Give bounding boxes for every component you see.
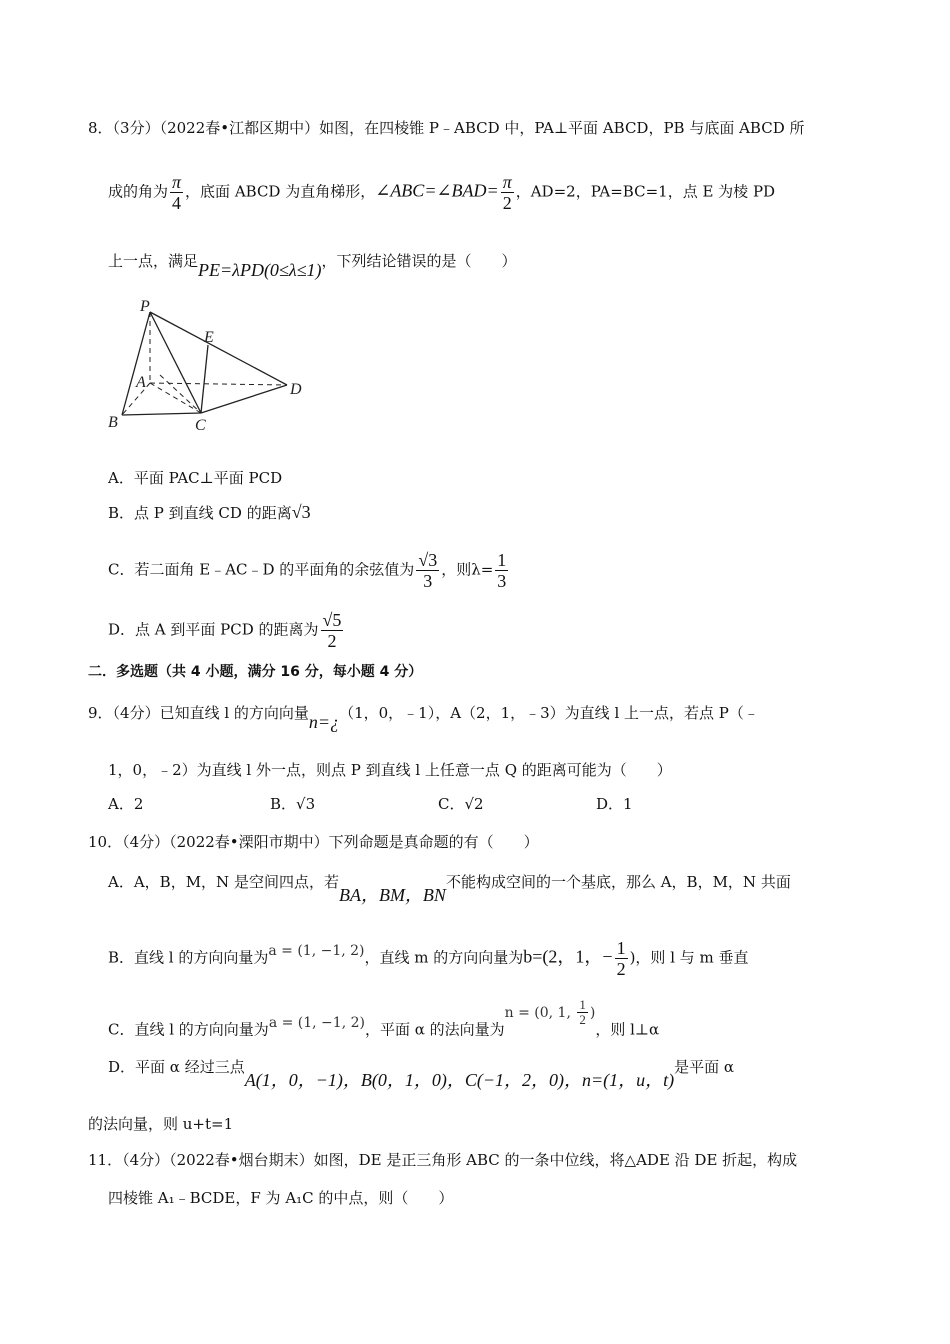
q8-option-b: B．点 P 到直线 CD 的距离√3 bbox=[108, 502, 311, 522]
q9-option-c: C．√2 bbox=[438, 795, 484, 813]
q10-option-a: A．A，B，M，N 是空间四点，若BA，BM，BN不能构成空间的一个基底，那么 A，B，M，N 共面 bbox=[108, 873, 791, 905]
q11-line1: 11．（4分）（2022春•烟台期末）如图，DE 是正三角形 ABC 的一条中位线，将△ADE 沿 DE 折起，构成 bbox=[88, 1151, 798, 1169]
label-c: C bbox=[195, 417, 206, 434]
q8-line1 bbox=[88, 118, 805, 138]
q8-source: （2022春•江都区期中） bbox=[159, 119, 320, 137]
fraction-pi-over-2: $\frac{\pi}{2}$ bbox=[502, 172, 512, 213]
q10-d-points: A(1，0，−1)，B(0，1，0)，C(−1，2，0)， bbox=[244, 1070, 582, 1090]
label-p: P bbox=[140, 298, 150, 315]
q9-line1: 9．（4分）已知直线 l 的方向向量n=¿（1，0，﹣1），A（2，1，﹣3）为直线 l 上一点，若点 P（﹣ bbox=[88, 704, 759, 732]
sqrt3: √3 bbox=[291, 502, 311, 522]
q8-option-d: D．点 A 到平面 PCD 的距离为 $\frac{√5}{2}$ bbox=[108, 610, 342, 651]
fraction-pi-over-4: $\frac{\pi}{4}$ bbox=[172, 172, 182, 213]
q8-option-a: A．平面 PAC⊥平面 PCD bbox=[108, 469, 283, 487]
q10-option-c: C．直线 l 的方向向量为a = (1, −1, 2)，平面 α 的法向量为n = (0, 1, $\frac{1}{2}$ )，则 l⊥α bbox=[108, 997, 660, 1039]
q10-option-d-line2: 的法向量，则 u+t=1 bbox=[88, 1115, 234, 1133]
q8-option-c: C．若二面角 E﹣AC﹣D 的平面角的余弦值为 $\frac{√3}{3}$ ，则λ= $\frac{1}{3}$ bbox=[108, 550, 507, 591]
q10-vectors: BA，BM，BN bbox=[338, 885, 446, 905]
q8-score: （3分） bbox=[112, 119, 160, 137]
q8-vector-formula: PE=λPD(0≤λ≤1) bbox=[198, 260, 322, 280]
edge-ce bbox=[201, 345, 208, 413]
q8-condition-text: 上一点，满足 bbox=[108, 252, 199, 270]
fraction-1-over-3: $\frac{1}{3}$ bbox=[497, 550, 507, 591]
q8-angle-text: 成的角为 bbox=[108, 182, 169, 201]
q11-line2: 四棱锥 A₁﹣BCDE，F 为 A₁C 的中点，则（ ） bbox=[108, 1189, 454, 1207]
q8-text-1: 如图，在四棱锥 P﹣ABCD 中，PA⊥平面 ABCD，PB 与底面 ABCD 所 bbox=[319, 119, 805, 137]
edge-bc bbox=[122, 413, 201, 415]
fraction-1-over-2: $\frac{1}{2}$ bbox=[616, 938, 626, 979]
q8-line3 bbox=[108, 250, 517, 280]
q8-number: 8． bbox=[88, 119, 113, 137]
label-e: E bbox=[204, 329, 214, 346]
pyramid-figure bbox=[100, 295, 320, 440]
label-d: D bbox=[290, 381, 302, 398]
q10-d-vector-n: n=(1，u，t) bbox=[581, 1070, 675, 1090]
label-b: B bbox=[108, 414, 118, 431]
q10-c-vector-n: n = (0, 1, $\frac{1}{2}$ ) bbox=[504, 997, 596, 1027]
q8-trapezoid-text: ，底面 ABCD 为直角梯形， bbox=[185, 182, 376, 201]
q9-option-a: A．2 bbox=[108, 795, 144, 813]
q8-question-text: ，下列结论错误的是（ ） bbox=[321, 252, 517, 270]
edge-ac-2 bbox=[160, 375, 201, 413]
q8-lengths: ，AD=2，PA=BC=1，点 E 为棱 PD bbox=[515, 182, 776, 201]
q9-option-b: B．√3 bbox=[270, 795, 316, 813]
label-a: A bbox=[136, 374, 146, 391]
fraction-sqrt5-over-2: $\frac{√5}{2}$ bbox=[322, 610, 342, 651]
edge-pd bbox=[150, 312, 287, 385]
q9-vector-n: n=¿ bbox=[308, 712, 340, 732]
section-heading: 二．多选题（共 4 小题，满分 16 分，每小题 4 分） bbox=[88, 664, 423, 680]
q9-option-d: D．1 bbox=[596, 795, 633, 813]
q10-c-vector-a: a = (1, −1, 2) bbox=[268, 1014, 365, 1031]
q10-option-b: B．直线 l 的方向向量为a = (1, −1, 2)，直线 m 的方向向量为b=(2，1，− $\frac{1}{2}$ )，则 l 与 m 垂直 bbox=[108, 938, 749, 979]
edge-cd bbox=[201, 385, 287, 413]
q10-b-vector-a: a = (1, −1, 2) bbox=[268, 942, 365, 959]
q9-line2: 1，0，﹣2）为直线 l 外一点，则点 P 到直线 l 上任意一点 Q 的距离可能为（ ） bbox=[108, 761, 672, 779]
q10-option-d: D．平面 α 经过三点A(1，0，−1)，B(0，1，0)，C(−1，2，0)，n=(1，u，t)是平面 α bbox=[108, 1058, 735, 1090]
q10-b-vector-b: b=(2，1，− bbox=[523, 946, 613, 967]
fraction-sqrt3-over-3: $\frac{√3}{3}$ bbox=[418, 550, 438, 591]
q8-line2 bbox=[108, 172, 775, 213]
q10-line1: 10．（4分）（2022春•溧阳市期中）下列命题是真命题的有（ ） bbox=[88, 833, 539, 851]
q8-angles: ∠ABC=∠BAD= bbox=[375, 180, 499, 201]
edge-ad bbox=[150, 383, 287, 385]
